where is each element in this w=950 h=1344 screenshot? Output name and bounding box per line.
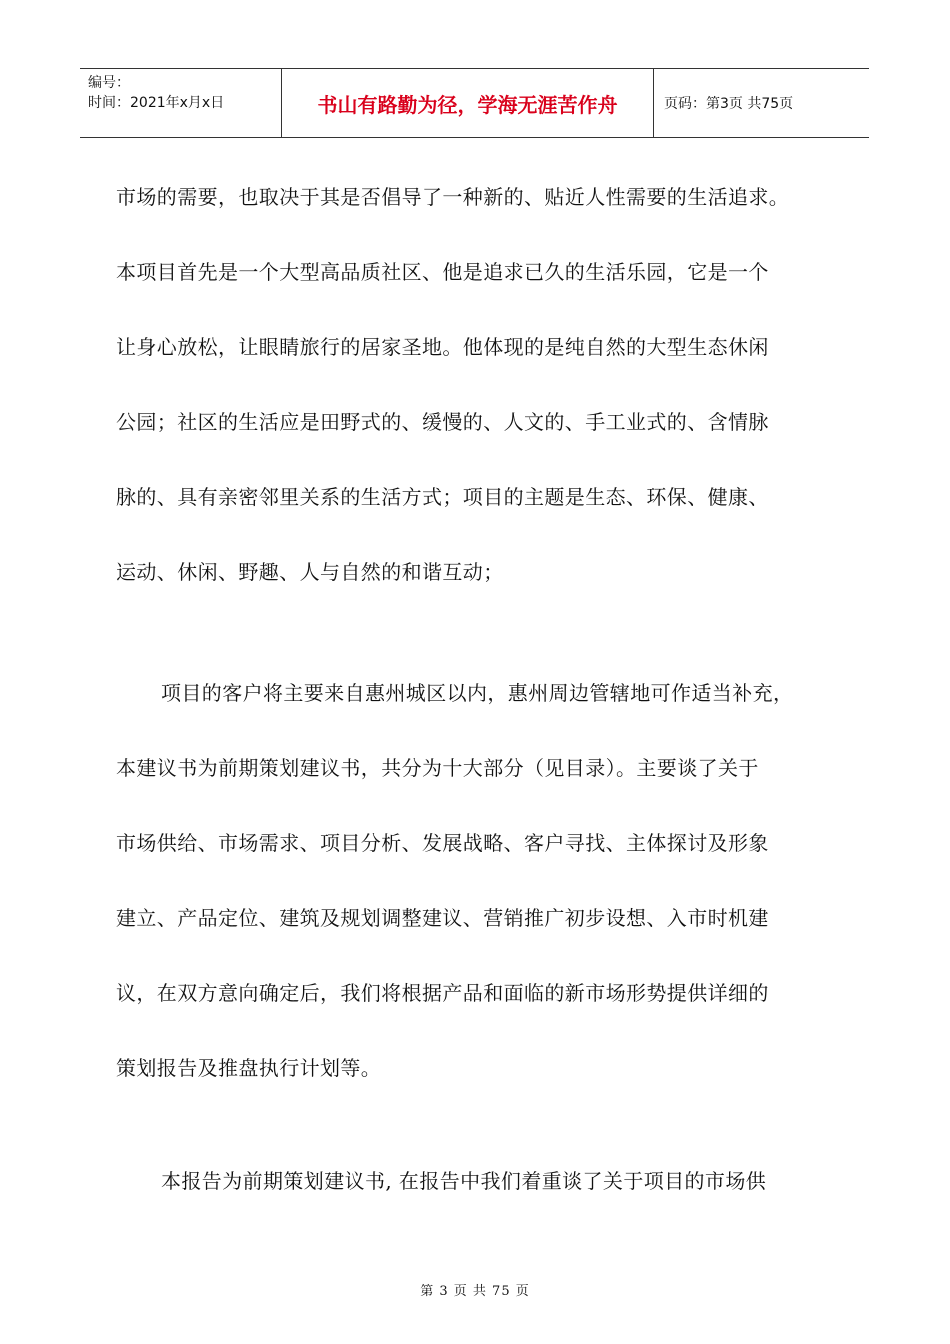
text-line: 议，在双方意向确定后，我们将根据产品和面临的新市场形势提供详细的 <box>116 981 769 1005</box>
text-line: 让身心放松，让眼睛旅行的居家圣地。他体现的是纯自然的大型生态休闲 <box>116 335 769 359</box>
document-body <box>116 160 856 1219</box>
text-line: 本报告为前期策划建议书, 在报告中我们着重谈了关于项目的市场供 <box>161 1169 767 1193</box>
text-line: 市场的需要，也取决于其是否倡导了一种新的、贴近人性需要的生活追求。 <box>116 185 790 209</box>
header-meta <box>80 69 282 137</box>
header-page-info: 页码：第3页 共75页 <box>664 96 794 112</box>
number-label: 编号： <box>88 75 130 91</box>
text-line: 本项目首先是一个大型高品质社区、他是追求已久的生活乐园，它是一个 <box>116 260 769 284</box>
paragraph-1 <box>116 160 856 610</box>
page-footer: 第 3 页 共 75 页 <box>420 1284 530 1299</box>
text-line: 脉的、具有亲密邻里关系的生活方式；项目的主题是生态、环保、健康、 <box>116 485 769 509</box>
text-line: 建立、产品定位、建筑及规划调整建议、营销推广初步设想、入市时机建 <box>116 906 769 930</box>
text-line: 本建议书为前期策划建议书，共分为十大部分（见目录）。主要谈了关于 <box>116 756 759 780</box>
text-line: 市场供给、市场需求、项目分析、发展战略、客户寻找、主体探讨及形象 <box>116 831 769 855</box>
page-header <box>80 68 869 138</box>
time-label: 时间：2021年x月x日 <box>88 95 225 111</box>
text-line: 项目的客户将主要来自惠州城区以内，惠州周边管辖地可作适当补充， <box>161 681 794 705</box>
paragraph-2 <box>116 656 856 1106</box>
text-line: 公园；社区的生活应是田野式的、缓慢的、人文的、手工业式的、含情脉 <box>116 410 769 434</box>
paragraph-3 <box>116 1144 856 1219</box>
text-line: 运动、休闲、野趣、人与自然的和谐互动； <box>116 560 504 584</box>
text-line: 策划报告及推盘执行计划等。 <box>116 1056 382 1080</box>
header-motto: 书山有路勤为径，学海无涯苦作舟 <box>282 69 654 137</box>
